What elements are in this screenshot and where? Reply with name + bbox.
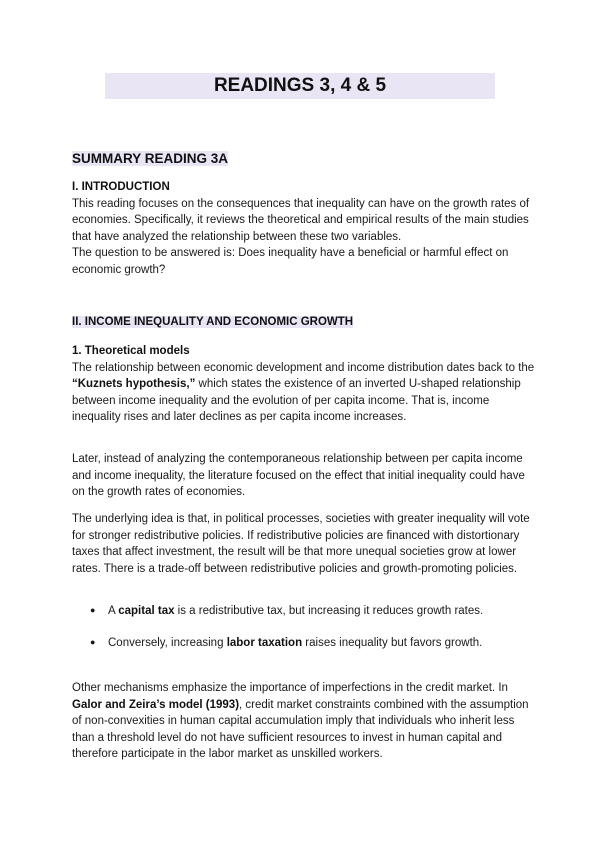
- labor-taxation-bold: labor taxation: [226, 637, 303, 649]
- kuznets-hypothesis-bold: “Kuznets hypothesis,”: [72, 378, 196, 390]
- bullet-labor-taxation: [90, 634, 530, 651]
- bullet-text-pre: A: [108, 605, 119, 617]
- capital-tax-bold: capital tax: [118, 605, 175, 617]
- introduction-paragraph-1: This reading focuses on the consequences that inequality can have on the growth rates of economies. Specifically, it reviews the theoretical and empirical results of the main studies that have analyzed the relationship between these two variables.: [72, 197, 530, 243]
- kuznets-text-a: The relationship between economic development and income distribution dates back to the: [72, 361, 535, 374]
- galor-zeira-bold: Galor and Zeira’s model (1993): [72, 698, 240, 711]
- theoretical-models-block: [72, 343, 537, 426]
- theoretical-models-heading: 1. Theoretical models: [72, 345, 190, 357]
- kuznets-text-b: which states the existence of an inverted U-shaped relationship between income inequality and the evolution of per capita income. That is, income inequality rises and later declines as per capita income increases.: [72, 378, 521, 423]
- bullet-marker: ●: [90, 637, 96, 647]
- bullet-capital-tax: [90, 602, 530, 619]
- document-title: READINGS 3, 4 & 5: [105, 73, 495, 99]
- section-2-heading: [72, 315, 355, 330]
- bullet-text-post: raises inequality but favors growth.: [302, 637, 483, 649]
- bullet-text-post: is a redistributive tax, but increasing it reduces growth rates.: [174, 605, 484, 617]
- summary-heading: [72, 150, 230, 167]
- introduction-section: [72, 179, 537, 278]
- section-2-heading-text: II. INCOME INEQUALITY AND ECONOMIC GROWTH: [72, 316, 354, 328]
- bullet-marker: ●: [90, 605, 96, 615]
- credit-market-paragraph: [72, 680, 537, 763]
- summary-heading-text: SUMMARY READING 3A: [72, 151, 229, 166]
- introduction-heading: I. INTRODUCTION: [72, 181, 170, 193]
- introduction-paragraph-2: The question to be answered is: Does inequality have a beneficial or harmful effect on economic growth?: [72, 247, 509, 276]
- credit-market-text-b: , credit market constraints combined with the assumption of non-convexities in human capital accumulation imply that individuals who inherit less than a threshold level do not have sufficient resources to invest in human capital and therefore participate in the labor market as unskilled workers.: [72, 698, 529, 760]
- underlying-idea-paragraph: The underlying idea is that, in political processes, societies with greater inequality will vote for stronger redistributive policies. If redistributive policies are financed with distortionary taxes that affect investment, the result will be that more unequal societies grow at lower rates. There is a trade-off between redistributive policies and growth-promoting policies.: [72, 513, 530, 575]
- bullet-text-pre: Conversely, increasing: [108, 637, 227, 649]
- kuznets-paragraph: [72, 360, 537, 426]
- later-literature-paragraph: Later, instead of analyzing the contemporaneous relationship between per capita income and income inequality, the literature focused on the effect that initial inequality could have on the growth rates of economies.: [72, 453, 525, 498]
- credit-market-text-a: Other mechanisms emphasize the importance of imperfections in the credit market. In: [72, 682, 508, 694]
